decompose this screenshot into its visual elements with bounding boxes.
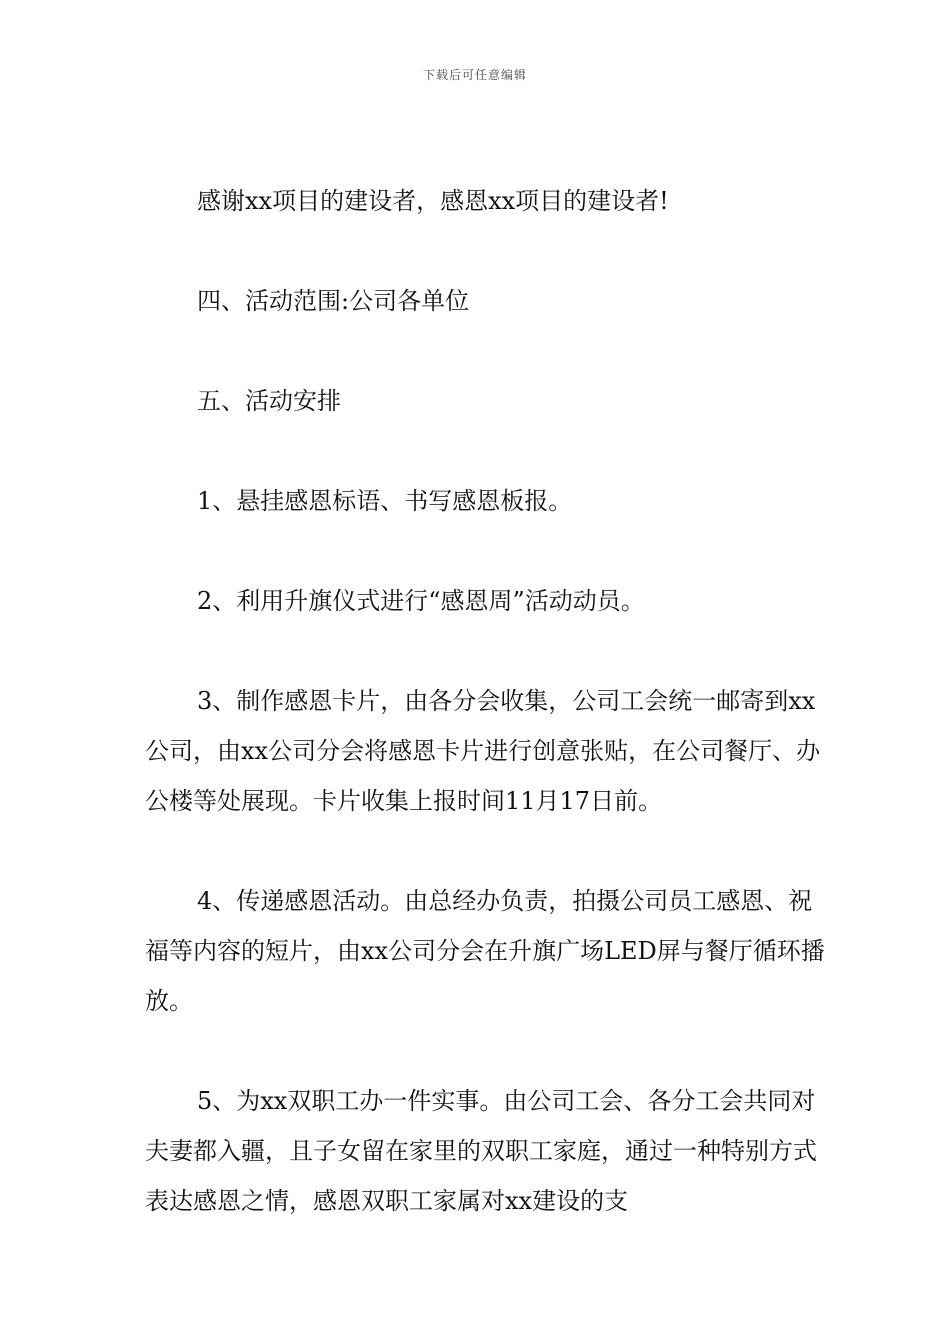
paragraph-item-2: 2、利用升旗仪式进行“感恩周”活动动员。 [197, 587, 645, 615]
paragraph-section-scope: 四、活动范围:公司各单位 [197, 287, 470, 315]
paragraph-section-arrangement: 五、活动安排 [197, 387, 341, 415]
paragraph-gap [145, 626, 825, 676]
paragraph-item-3: 3、制作感恩卡片，由各分会收集，公司工会统一邮寄到xx公司，由xx公司分会将感恩卡片进行创意张贴，在公司餐厅、办公楼等处展现。卡片收集上报时间11月17日前。 [145, 687, 821, 815]
paragraph-item-4: 4、传递感恩活动。由总经办负责，拍摄公司员工感恩、祝福等内容的短片，由xx公司分会在升旗广场LED屏与餐厅循环播放。 [145, 887, 825, 1015]
paragraph-item-5: 5、为xx双职工办一件实事。由公司工会、各分工会共同对夫妻都入疆，且子女留在家里的双职工家庭，通过一种特别方式表达感恩之情，感恩双职工家属对xx建设的支 [145, 1087, 817, 1215]
paragraph-gap [145, 326, 825, 376]
document-body [145, 176, 825, 1226]
paragraph-gap [145, 426, 825, 476]
paragraph-gap [145, 526, 825, 576]
paragraph-item-1: 1、悬挂感恩标语、书写感恩板报。 [197, 487, 573, 515]
paragraph-gap [145, 226, 825, 276]
page-header-note: 下载后可任意编辑 [422, 68, 527, 82]
paragraph-gap [145, 1026, 825, 1076]
paragraph-gap [145, 826, 825, 876]
paragraph-thanks: 感谢xx项目的建设者，感恩xx项目的建设者! [197, 187, 669, 215]
